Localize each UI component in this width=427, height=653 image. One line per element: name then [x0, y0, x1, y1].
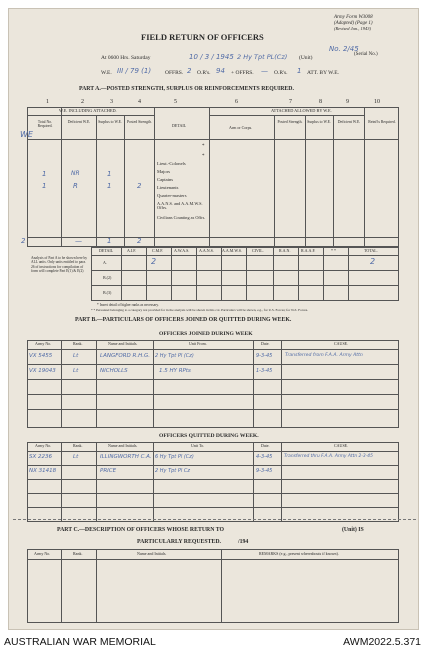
quitted-title: OFFICERS QUITTED DURING WEEK. [159, 433, 259, 439]
footer-accession: AWM2022.5.371 [343, 636, 421, 648]
quitted-row1-unit: 6 Hy Tpt Pl (Cz) [155, 454, 194, 460]
total-c1: 2 [21, 237, 26, 245]
quitted-row2-unit: 2 Hy Tpt Pl Cz [155, 468, 190, 474]
offrs-att-value: — [261, 67, 268, 75]
joined-head-rank: Rank. [73, 341, 83, 346]
part-c-year: /194 [238, 539, 249, 545]
joined-head-cause: CAUSE. [334, 341, 349, 346]
part-a-title: PART A.—POSTED STRENGTH, SURPLUS OR REINFORCEMENTS REQUIRED. [79, 86, 294, 92]
quitted-head-unit: Unit To. [191, 443, 205, 448]
unit-value: 2 Hy Tpt PL(Cz) [237, 53, 288, 61]
row2-c3: 1 [107, 182, 112, 190]
analysis-head-awas: A.W.A.S. [174, 248, 190, 253]
col-deficient-2: Deficient W.E. [337, 120, 361, 124]
rank-lieutenants: Lieutenants [157, 185, 179, 190]
quitted-head-army-no: Army No. [35, 443, 52, 448]
col-num-3: 3 [110, 99, 113, 105]
joined-row2-name: NICHOLLS [100, 368, 128, 374]
col-num-4: 4 [138, 99, 141, 105]
quitted-row1-cause: Transferred thru F.A.A. Army Attn 2-3-45 [284, 454, 373, 459]
part-c-table [27, 549, 399, 623]
offrs-label: OFFRS. [165, 70, 184, 76]
joined-head-name: Name and Initials. [108, 341, 138, 346]
ors-value: 94 [216, 67, 225, 75]
rank-majors: Majors [157, 169, 171, 174]
rank-qm: Quarter-masters [157, 193, 187, 198]
total-c2: — [75, 237, 82, 245]
serial-value: No. 2/45 [329, 45, 359, 53]
joined-head-unit: Unit From. [189, 341, 207, 346]
quitted-head-date: Date. [261, 443, 270, 448]
joined-row1-date: 9-3-45 [256, 353, 273, 359]
form-title: FIELD RETURN OF OFFICERS [141, 32, 264, 42]
analysis-note: Analysis of Part A to be shown here by ALL units. Only units entitled to para. 26 of instructions for compilation of form will complete Part E(1) & E(2) [31, 256, 88, 274]
quitted-row1-name: ILLINGWORTH C.A. [100, 454, 152, 460]
unit-label: (Unit) [299, 55, 313, 61]
analysis-head-aans: A.A.N.S. [199, 248, 214, 253]
quitted-head-name: Name and Initials. [108, 443, 138, 448]
rank-lt-col: Lieut.-Colonels [157, 161, 186, 166]
date-line-label: At 0600 Hrs. Saturday [101, 55, 151, 61]
col-num-6: 6 [235, 99, 238, 105]
part-c-head-rank: Rank. [73, 551, 83, 556]
rank-aans: A.A.N.S. and A.A.M.W.S. Offrs. [157, 201, 203, 211]
we-label: W.E. [101, 70, 112, 76]
we-group-header: W.E. INCLUDING ATTACHED. [59, 108, 117, 113]
part-c-head-name: Name and Initials. [137, 551, 167, 556]
date-value: 10 / 3 / 1945 [189, 53, 234, 61]
total-c4: 2 [137, 237, 142, 245]
joined-row2-unit: 1.5 HY RPts [159, 368, 191, 374]
col-posted-2: Posted Strength. [277, 120, 303, 124]
analysis-row-a: A. [103, 260, 107, 265]
offrs-value: 2 [187, 67, 192, 75]
col-num-7: 7 [289, 99, 292, 105]
part-c-requested: PARTICULARLY REQUESTED. [137, 539, 221, 545]
analysis-head-detail: DETAIL [99, 248, 114, 253]
analysis-head-total: TOTAL. [364, 248, 378, 253]
joined-head-date: Date. [261, 341, 270, 346]
joined-row1-cause: Transferred from F.A.A. Army Attn [285, 353, 363, 358]
quitted-row2-date: 9-3-45 [256, 468, 273, 474]
ors-label: O.R's. [197, 70, 211, 76]
part-c-title: PART C.—DESCRIPTION OF OFFICERS WHOSE RETURN TO [57, 527, 225, 533]
joined-row2-rank: Lt [73, 368, 79, 374]
part-c-head-remarks: REMARKS (e.g., present whereabouts if known). [259, 551, 339, 556]
footnote-2: * * Personnel belonging to a category not provided for in the analysis will be shown in this col. Particulars will be shown, e.g., for U.S. Forces; for N.Z. Forces. [91, 308, 309, 312]
footnote-1: * Insert detail of higher ranks as necessary. [97, 303, 159, 307]
joined-row1-name: LANGFORD R.H.G. [100, 353, 150, 359]
we-handwritten: WE [20, 130, 33, 139]
quitted-row2-no: NX 31418 [29, 468, 57, 474]
joined-row2-no: VX 19043 [29, 368, 56, 374]
col-surplus: Surplus to W.E. [98, 120, 122, 124]
col-num-8: 8 [319, 99, 322, 105]
analysis-aif-value: 2 [151, 257, 157, 266]
quitted-row2-name: PRICE [100, 468, 117, 474]
col-num-1: 1 [46, 99, 49, 105]
analysis-head-cmf: C.M.F. [152, 248, 164, 253]
row2-c2: R [73, 182, 78, 190]
ors-att-value: 1 [297, 67, 302, 75]
analysis-head-civil: CIVIL. [252, 248, 264, 253]
row1-c1: 1 [42, 170, 47, 178]
row2-c1: 1 [42, 182, 47, 190]
serial-label: (Serial No.) [354, 52, 378, 57]
part-a-table [27, 107, 399, 247]
col-detail: DETAIL [172, 123, 187, 128]
analysis-row-b2: B.(2) [103, 275, 112, 280]
row2-c4: 2 [137, 182, 142, 190]
col-num-9: 9 [346, 99, 349, 105]
joined-row1-rank: Lt [73, 353, 79, 359]
quitted-head-rank: Rank. [73, 443, 83, 448]
total-c3: 1 [107, 237, 112, 245]
joined-row1-no: VX 5455 [29, 353, 53, 359]
rank-civilians: Civilians Counting as Offrs. [157, 215, 206, 220]
part-c-unit-label: (Unit) IS [342, 527, 364, 533]
form-sheet [8, 8, 419, 630]
asterisk-2: * [202, 154, 205, 159]
quitted-row1-date: 4-3-45 [256, 454, 273, 460]
joined-row2-date: 1-3-45 [256, 368, 273, 374]
form-id-line-1: Army Form W3008 [334, 15, 373, 20]
form-id-line-3: (Revised Jan., 1943) [334, 26, 371, 31]
perforation-line [13, 519, 416, 520]
col-total-required: Total No. Required. [37, 120, 53, 128]
analysis-head-raaf: R.A.A.F. [301, 248, 316, 253]
footer-institution: AUSTRALIAN WAR MEMORIAL [4, 636, 156, 648]
joined-row1-unit: 2 Hy Tpt Pl (Cz) [155, 353, 194, 359]
archive-footer [0, 632, 427, 653]
att-label: ATT. BY W.E. [307, 70, 339, 76]
row1-c3: 1 [107, 170, 112, 178]
analysis-total-value: 2 [370, 257, 376, 266]
form-id-line-2: (Adapted) (Page 1) [334, 21, 373, 26]
asterisk-1: * [202, 144, 205, 149]
we-value: III / 79 (1) [117, 67, 152, 75]
quitted-row1-rank: Lt [73, 454, 79, 460]
col-reinforcements: Reinf'ts Required. [368, 120, 396, 124]
col-num-5: 5 [174, 99, 177, 105]
col-deficient: Deficient W.E. [67, 120, 91, 124]
offrs-att-label: + OFFRS. [231, 70, 254, 76]
row1-c2: NR [71, 170, 80, 177]
rank-captains: Captains [157, 177, 174, 182]
joined-head-army-no: Army No. [35, 341, 52, 346]
analysis-head-aif: A.I.F. [127, 248, 137, 253]
joined-title: OFFICERS JOINED DURING WEEK [159, 331, 253, 337]
analysis-head-ran: R.A.N. [279, 248, 291, 253]
quitted-row1-no: SX 2236 [29, 454, 53, 460]
quitted-head-cause: CAUSE. [334, 443, 349, 448]
col-arm-corps: Arm or Corps. [229, 125, 253, 130]
analysis-head-other: * * [331, 248, 336, 253]
attached-group-header: ATTACHED ALLOWED BY W.E. [271, 108, 332, 113]
col-num-10: 10 [374, 99, 380, 105]
col-posted: Posted Strength. [127, 120, 152, 124]
col-surplus-2: Surplus to W.E. [307, 120, 331, 124]
ors-att-label: O.R's. [274, 70, 288, 76]
analysis-head-aamws: A.A.M.W.S. [222, 248, 242, 253]
part-c-head-army-no: Army No. [34, 551, 51, 556]
col-num-2: 2 [81, 99, 84, 105]
analysis-row-b3: B.(3) [103, 290, 112, 295]
part-b-title: PART B.—PARTICULARS OF OFFICERS JOINED OR QUITTED DURING WEEK. [75, 317, 292, 323]
